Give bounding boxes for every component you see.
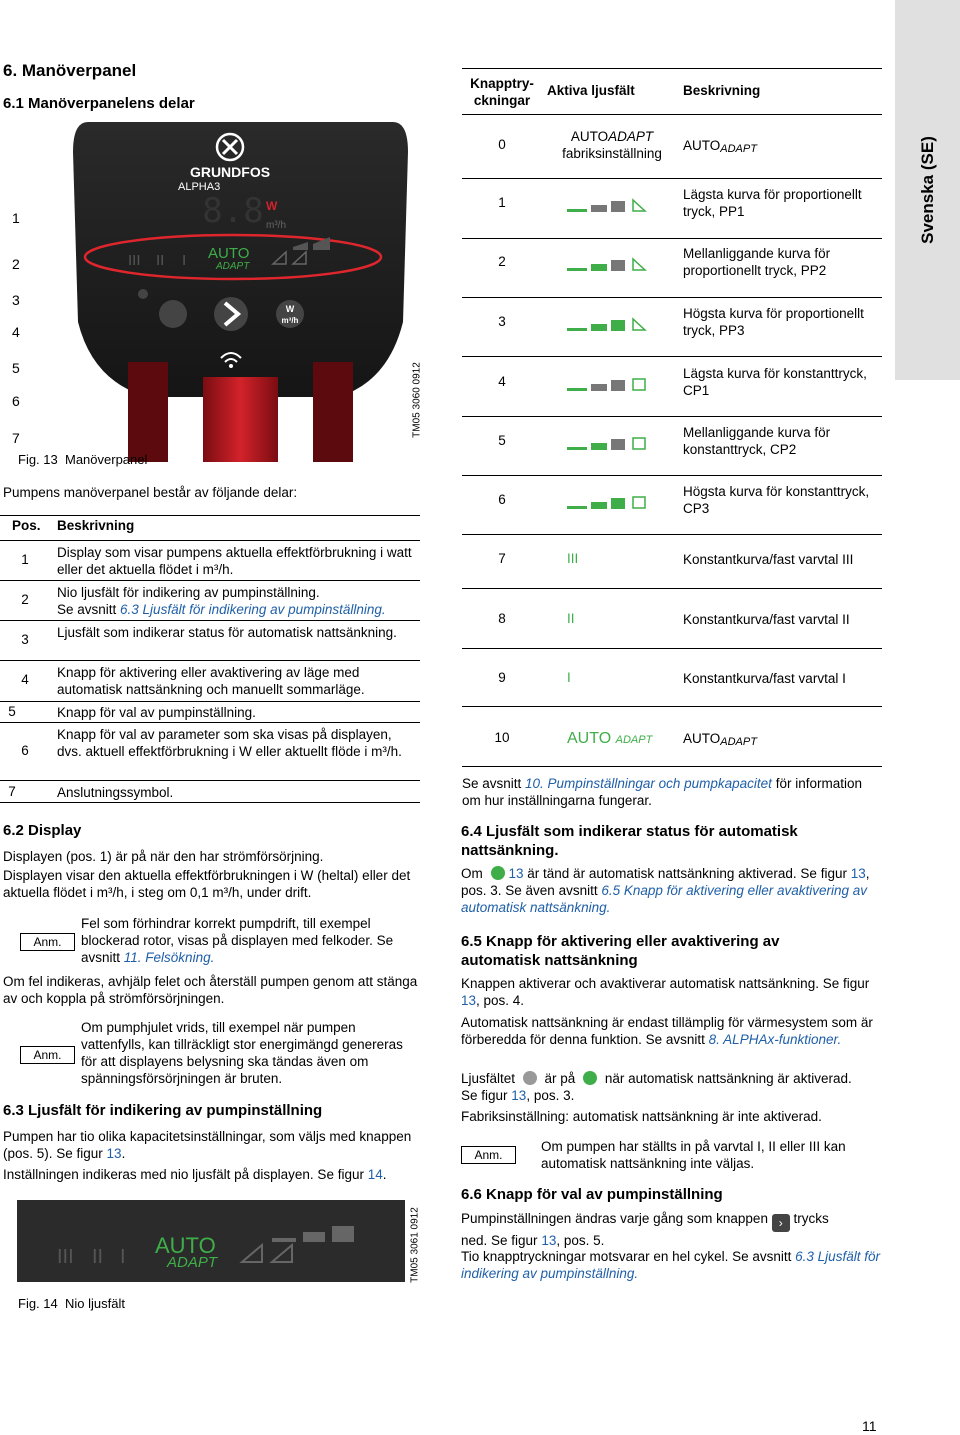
s64-title: 6.4 Ljusfält som indikerar status för automatisk nattsänkning. (461, 823, 798, 859)
svg-text:III: III (57, 1246, 74, 1268)
language-tab: Svenska (SE) (895, 0, 960, 380)
pump-panel-image (68, 122, 413, 462)
col-header-beskrivning: Beskrivning (683, 83, 761, 98)
svg-text:II: II (156, 252, 165, 269)
link[interactable]: 14 (367, 1167, 383, 1182)
night-mode-icon (491, 866, 505, 880)
light-indicator-cp1 (567, 377, 652, 393)
fig13-caption: Fig. 13 Manöverpanel (18, 452, 148, 467)
col-header-beskr: Beskrivning (57, 518, 135, 533)
setting-button-icon: › (772, 1214, 790, 1232)
svg-text:AUTO: AUTO (155, 1233, 216, 1258)
svg-text:III: III (128, 252, 141, 269)
pos-label: 7 (12, 430, 20, 446)
night-mode-on-icon (583, 1071, 597, 1085)
figure-14-image (17, 1200, 405, 1282)
pos-label: 2 (12, 256, 20, 272)
pos-label: 1 (12, 210, 20, 226)
model-text: ALPHA3 (178, 181, 221, 193)
svg-text:W: W (285, 304, 295, 314)
anm-box: Anm. (461, 1146, 516, 1164)
link[interactable]: 13 (461, 993, 477, 1008)
anm-box: Anm. (20, 933, 75, 951)
col-header-pos: Pos. (12, 518, 41, 533)
anm-box: Anm. (20, 1046, 75, 1064)
pos-label: 5 (12, 360, 20, 376)
light-indicator-pp3 (567, 317, 652, 333)
fig14-code: TM05 3061 0912 (409, 1207, 421, 1283)
s62-title: 6.2 Display (3, 822, 82, 839)
night-mode-off-icon (523, 1071, 537, 1085)
section-61-title: 6.1 Manöverpanelens delar (3, 95, 195, 112)
display-digits: 8.8 (202, 191, 264, 231)
svg-text:ADAPT: ADAPT (216, 261, 250, 272)
unit-m3h: m³/h (266, 220, 286, 231)
s66-title: 6.6 Knapp för val av pumpinställning (461, 1186, 723, 1203)
col-header-knapp: Knapptry- ckningar (470, 76, 534, 108)
link[interactable]: 8. ALPHAx-funktioner. (708, 1032, 842, 1047)
col-header-ljusfalt: Aktiva ljusfält (547, 83, 635, 98)
link[interactable]: 13 (511, 1088, 527, 1103)
link[interactable]: 13 (106, 1146, 122, 1161)
light-indicator-pp1 (567, 198, 652, 214)
pos-label: 3 (12, 292, 20, 308)
light-indicator-cp3 (567, 495, 652, 511)
link[interactable]: 11. Felsökning. (123, 950, 215, 965)
svg-text:AUTO: AUTO (208, 245, 250, 262)
s63-title: 6.3 Ljusfält för indikering av pumpinställning (3, 1102, 323, 1119)
pos-label: 4 (12, 324, 20, 340)
link[interactable]: 10. Pumpinställningar och pumpkapacitet (525, 776, 772, 791)
unit-w: W (266, 199, 278, 213)
link[interactable]: 6.3 Ljusfält för indikering av pumpinställning. (120, 602, 386, 617)
svg-text:I: I (120, 1246, 126, 1268)
light-indicator-pp2 (567, 257, 652, 273)
fig14-caption: Fig. 14 Nio ljusfält (18, 1296, 125, 1311)
pos-intro: Pumpens manöverpanel består av följande delar: (3, 485, 298, 500)
link[interactable]: 13 (850, 866, 866, 881)
svg-text:II: II (92, 1246, 104, 1268)
setting-button[interactable] (214, 297, 248, 331)
fig13-code: TM05 3060 0912 (411, 362, 423, 438)
link[interactable]: 13 (541, 1233, 557, 1248)
night-mode-button[interactable] (159, 300, 187, 328)
section-6-title: 6. Manöverpanel (3, 61, 137, 80)
brand-text: GRUNDFOS (189, 164, 271, 180)
light-indicator-cp2 (567, 436, 652, 452)
svg-text:m³/h: m³/h (281, 316, 299, 325)
svg-text:I: I (182, 252, 187, 269)
page-number: 11 (862, 1418, 877, 1434)
link[interactable]: 6.3 Ljusfält för indikering av pumpinställning. (461, 1249, 880, 1281)
table-note: Se avsnitt 10. Pumpinställningar och pumpkapacitet för information om hur inställningarna fungerar. (462, 776, 862, 808)
link[interactable]: 13 (508, 866, 524, 881)
pos-label: 6 (12, 393, 20, 409)
link[interactable]: 6.5 Knapp för aktivering eller avaktivering av automatisk nattsänkning. (461, 883, 867, 915)
svg-text:ADAPT: ADAPT (167, 1254, 218, 1271)
s65-title: 6.5 Knapp för aktivering eller avaktivering av automatisk nattsänkning (461, 933, 780, 969)
